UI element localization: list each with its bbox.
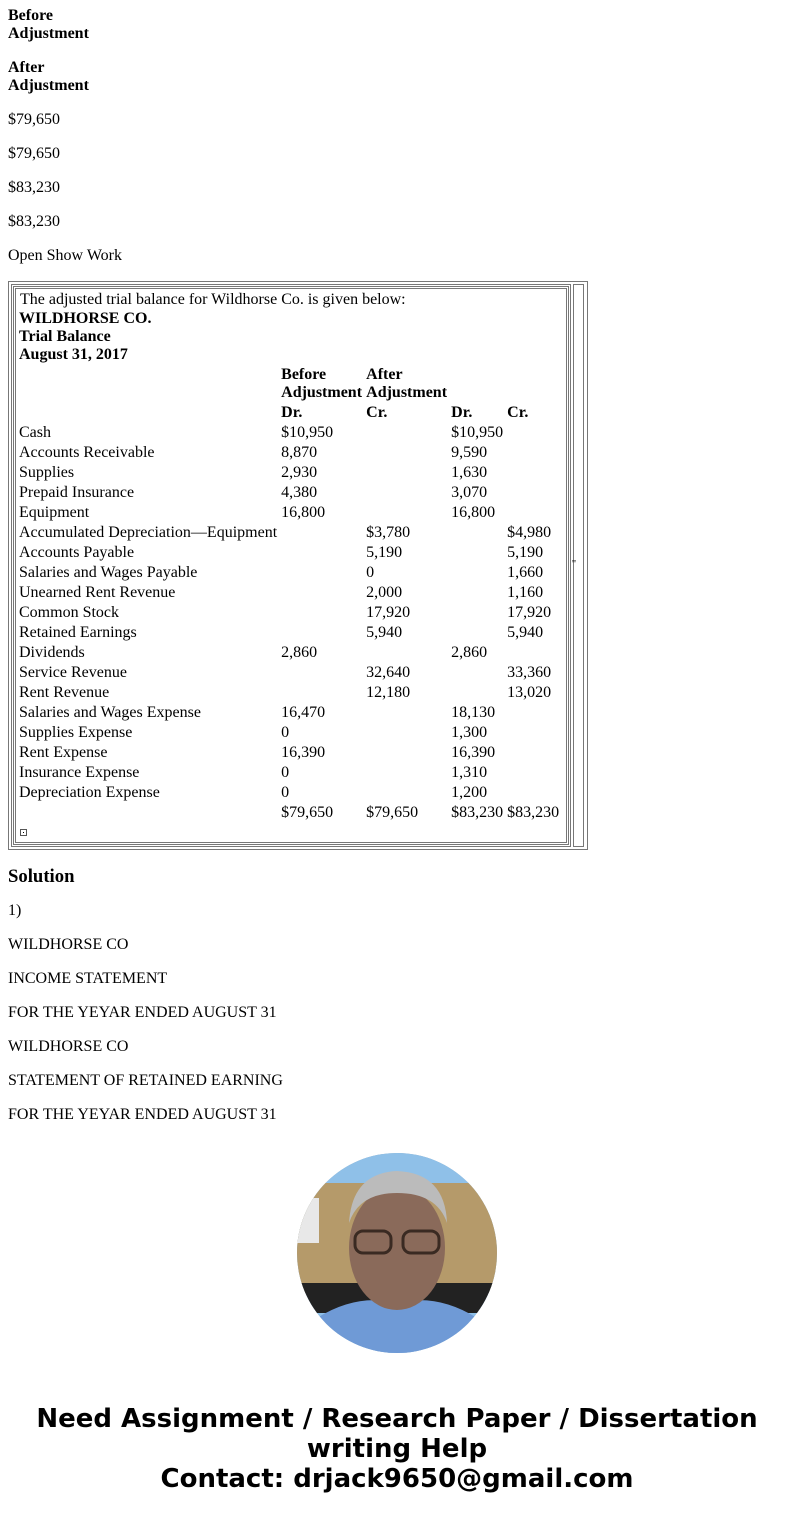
amount-cell: $83,230 [451,804,504,821]
amount-cell [449,683,505,703]
amount-cell [279,543,364,563]
account-name: Accumulated Depreciation—Equipment [19,524,278,541]
solution-line: INCOME STATEMENT [8,970,168,987]
account-name: Rent Revenue [19,684,110,701]
content [8,7,788,1122]
amount-cell: 1,200 [451,784,488,801]
account-name: Common Stock [19,604,120,621]
amount-cell [364,703,449,723]
table-row [17,783,561,803]
amount-cell: $83,230 [507,804,560,821]
amount-cell: 2,000 [366,584,403,601]
table-row [17,703,561,723]
account-name: Salaries and Wages Expense [19,704,201,721]
amount-cell [364,643,449,663]
amount-cell: $79,650 [366,804,419,821]
account-name: Rent Expense [19,744,108,761]
table-row [17,583,561,603]
header-after: After Adjustment [366,366,448,401]
amount-cell: 0 [366,564,375,581]
table-row [17,763,561,783]
amount-cell: 2,860 [451,644,488,661]
amount-cell: $79,650 [281,804,334,821]
header-cr: Cr. [507,404,529,421]
account-name: Dividends [19,644,85,661]
amount-cell: 4,380 [281,484,318,501]
side-cell: '' [573,284,584,847]
amount-cell [364,763,449,783]
amount-cell [505,503,561,523]
problem-intro: The adjusted trial balance for Wildhorse Co. is given below: [20,291,406,308]
table-row [17,503,561,523]
footer-contact: Contact: drjack9650@gmail.com [160,1464,634,1494]
amount-cell: 5,190 [507,544,544,561]
open-show-work-link[interactable]: Open Show Work [8,247,122,264]
amount-cell [364,443,449,463]
amount-cell [364,723,449,743]
account-name: Insurance Expense [19,764,140,781]
amount-cell: 12,180 [366,684,411,701]
amount-cell: 16,470 [281,704,326,721]
amount-cell: 1,300 [451,724,488,741]
amount-cell: 8,870 [281,444,318,461]
amount-cell [449,623,505,643]
amount-cell [279,563,364,583]
table-row [17,423,561,443]
amount-cell: 33,360 [507,664,552,681]
amount-cell [505,783,561,803]
footer-ad [0,1404,794,1494]
table-row [17,523,561,543]
amount-cell: 2,930 [281,464,318,481]
account-name: Cash [19,424,51,441]
solution-line: FOR THE YEYAR ENDED AUGUST 31 [8,1106,277,1122]
account-name: Depreciation Expense [19,784,160,801]
amount-cell: 16,800 [281,504,326,521]
amount-cell [364,783,449,803]
account-name: Equipment [19,504,90,521]
amount-cell [449,603,505,623]
header-dr: Dr. [451,404,473,421]
problem-box [8,281,588,850]
author-photo [297,1153,497,1353]
amount-cell [505,483,561,503]
amount-cell: 18,130 [451,704,496,721]
solution-line: STATEMENT OF RETAINED EARNING [8,1072,283,1089]
after-adjustment-label: After Adjustment [8,59,89,94]
table-row [17,663,561,683]
amount-cell: $10,950 [281,424,334,441]
resize-handle-icon [20,829,27,836]
table-row [17,563,561,583]
amount-cell [505,443,561,463]
table-row [17,543,561,563]
amount-cell: 32,640 [366,664,411,681]
amount-cell: $3,780 [366,524,411,541]
table-row [17,483,561,503]
amount-cell [505,763,561,783]
amount-cell: 2,860 [281,644,318,661]
amount-cell [449,523,505,543]
amount-cell [449,563,505,583]
total-value: $79,650 [8,145,60,162]
footer-line: writing Help [306,1434,488,1464]
table-row [17,603,561,623]
amount-cell: 16,800 [451,504,496,521]
amount-cell: 1,310 [451,764,488,781]
amount-cell [279,623,364,643]
before-adjustment-label: Before Adjustment [8,7,89,42]
amount-cell [505,703,561,723]
table-row [17,623,561,643]
total-value: $83,230 [8,213,60,230]
amount-cell: $10,950 [451,424,504,441]
amount-cell [279,663,364,683]
amount-cell [364,503,449,523]
header-before: Before Adjustment [281,366,363,401]
table-row [17,743,561,763]
amount-cell [505,723,561,743]
amount-cell: 13,020 [507,684,552,701]
amount-cell [505,423,561,443]
amount-cell: 0 [281,764,290,781]
table-heading: WILDHORSE CO. Trial Balance August 31, 2017 [19,310,152,363]
amount-cell [449,543,505,563]
account-name: Retained Earnings [19,624,137,641]
table-row [17,683,561,703]
amount-cell: 0 [281,724,290,741]
amount-cell: 0 [281,784,290,801]
amount-cell: 1,630 [451,464,488,481]
table-row [17,443,561,463]
account-name: Prepaid Insurance [19,484,135,501]
amount-cell [364,743,449,763]
amount-cell [279,523,364,543]
amount-cell: $4,980 [507,524,552,541]
amount-cell [364,463,449,483]
solution-line: WILDHORSE CO [8,1038,129,1055]
total-value: $79,650 [8,111,60,128]
amount-cell: 1,160 [507,584,544,601]
amount-cell: 17,920 [366,604,411,621]
amount-cell [449,663,505,683]
table-row [17,643,561,663]
amount-cell [505,743,561,763]
table-row [17,463,561,483]
account-name: Unearned Rent Revenue [19,584,176,601]
footer-line: Need Assignment / Research Paper / Dissertation [36,1404,758,1434]
solution-line: FOR THE YEYAR ENDED AUGUST 31 [8,1004,277,1021]
total-value: $83,230 [8,179,60,196]
trial-balance-table [17,309,561,823]
account-name: Accounts Receivable [19,444,155,461]
amount-cell [505,643,561,663]
amount-cell: 17,920 [507,604,552,621]
account-name: Supplies Expense [19,724,133,741]
header-dr: Dr. [281,404,303,421]
account-name [17,803,279,823]
amount-cell: 5,940 [507,624,544,641]
amount-cell [505,463,561,483]
solution-line: WILDHORSE CO [8,936,129,953]
amount-cell [449,583,505,603]
amount-cell [279,683,364,703]
amount-cell: 16,390 [451,744,496,761]
amount-cell: 9,590 [451,444,488,461]
amount-cell [279,583,364,603]
amount-cell: 16,390 [281,744,326,761]
account-name: Salaries and Wages Payable [19,564,198,581]
amount-cell: 5,190 [366,544,403,561]
header-cr: Cr. [366,404,388,421]
table-row [17,723,561,743]
account-name: Accounts Payable [19,544,135,561]
amount-cell: 3,070 [451,484,488,501]
solution-heading: Solution [8,866,75,887]
amount-cell [364,423,449,443]
account-name: Service Revenue [19,664,127,681]
amount-cell: 5,940 [366,624,403,641]
amount-cell [364,483,449,503]
amount-cell [279,603,364,623]
solution-line: 1) [8,902,22,919]
amount-cell: 1,660 [507,564,544,581]
table-row [17,803,561,823]
account-name: Supplies [19,464,75,481]
